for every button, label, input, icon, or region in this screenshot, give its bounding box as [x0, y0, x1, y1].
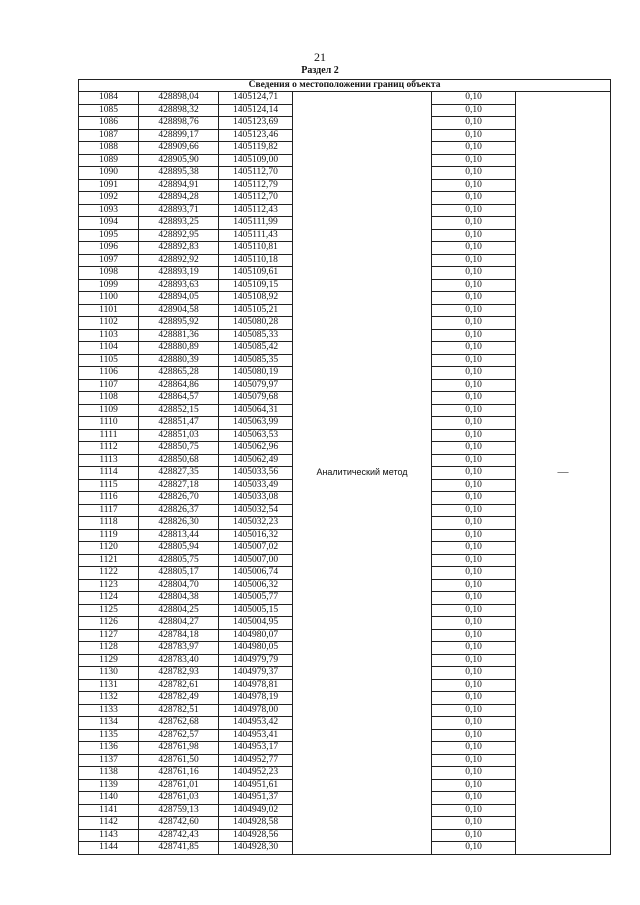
point-number: 1124 — [79, 592, 139, 605]
x-coordinate: 428742,43 — [139, 829, 219, 842]
y-coordinate: 1405005,77 — [219, 592, 293, 605]
x-coordinate: 428782,51 — [139, 704, 219, 717]
accuracy-value: 0,10 — [432, 179, 516, 192]
y-coordinate: 1405112,70 — [219, 167, 293, 180]
point-number: 1126 — [79, 617, 139, 630]
y-coordinate: 1405085,33 — [219, 329, 293, 342]
y-coordinate: 1405119,82 — [219, 142, 293, 155]
accuracy-value: 0,10 — [432, 492, 516, 505]
point-number: 1138 — [79, 767, 139, 780]
x-coordinate: 428864,57 — [139, 392, 219, 405]
point-number: 1119 — [79, 529, 139, 542]
x-coordinate: 428784,18 — [139, 629, 219, 642]
y-coordinate: 1405007,00 — [219, 554, 293, 567]
section-title: Раздел 2 — [301, 65, 339, 76]
y-coordinate: 1405062,49 — [219, 454, 293, 467]
accuracy-value: 0,10 — [432, 467, 516, 480]
x-coordinate: 428898,04 — [139, 92, 219, 105]
y-coordinate: 1404980,07 — [219, 629, 293, 642]
x-coordinate: 428880,89 — [139, 342, 219, 355]
point-number: 1088 — [79, 142, 139, 155]
y-coordinate: 1404978,19 — [219, 692, 293, 705]
point-number: 1100 — [79, 292, 139, 305]
accuracy-value: 0,10 — [432, 204, 516, 217]
point-number: 1121 — [79, 554, 139, 567]
y-coordinate: 1405063,53 — [219, 429, 293, 442]
x-coordinate: 428892,92 — [139, 254, 219, 267]
y-coordinate: 1404928,56 — [219, 829, 293, 842]
accuracy-value: 0,10 — [432, 129, 516, 142]
x-coordinate: 428782,93 — [139, 667, 219, 680]
accuracy-value: 0,10 — [432, 417, 516, 430]
y-coordinate: 1404928,30 — [219, 842, 293, 855]
point-number: 1125 — [79, 604, 139, 617]
point-number: 1101 — [79, 304, 139, 317]
x-coordinate: 428895,92 — [139, 317, 219, 330]
accuracy-value: 0,10 — [432, 729, 516, 742]
y-coordinate: 1404952,77 — [219, 754, 293, 767]
accuracy-value: 0,10 — [432, 354, 516, 367]
accuracy-value: 0,10 — [432, 392, 516, 405]
x-coordinate: 428893,19 — [139, 267, 219, 280]
page-number: 21 — [314, 50, 326, 64]
x-coordinate: 428804,27 — [139, 617, 219, 630]
accuracy-value: 0,10 — [432, 754, 516, 767]
y-coordinate: 1405062,96 — [219, 442, 293, 455]
x-coordinate: 428805,75 — [139, 554, 219, 567]
y-coordinate: 1405005,15 — [219, 604, 293, 617]
y-coordinate: 1405111,99 — [219, 217, 293, 230]
x-coordinate: 428893,63 — [139, 279, 219, 292]
point-number: 1109 — [79, 404, 139, 417]
y-coordinate: 1405110,81 — [219, 242, 293, 255]
x-coordinate: 428826,30 — [139, 517, 219, 530]
x-coordinate: 428827,18 — [139, 479, 219, 492]
y-coordinate: 1405006,74 — [219, 567, 293, 580]
x-coordinate: 428782,49 — [139, 692, 219, 705]
point-number: 1132 — [79, 692, 139, 705]
point-number: 1098 — [79, 267, 139, 280]
x-coordinate: 428850,68 — [139, 454, 219, 467]
x-coordinate: 428804,70 — [139, 579, 219, 592]
point-number: 1094 — [79, 217, 139, 230]
accuracy-value: 0,10 — [432, 442, 516, 455]
accuracy-value: 0,10 — [432, 242, 516, 255]
y-coordinate: 1405112,70 — [219, 192, 293, 205]
y-coordinate: 1405006,32 — [219, 579, 293, 592]
x-coordinate: 428864,86 — [139, 379, 219, 392]
x-coordinate: 428894,28 — [139, 192, 219, 205]
x-coordinate: 428761,98 — [139, 742, 219, 755]
accuracy-value: 0,10 — [432, 267, 516, 280]
accuracy-value: 0,10 — [432, 104, 516, 117]
point-number: 1107 — [79, 379, 139, 392]
y-coordinate: 1405124,71 — [219, 92, 293, 105]
point-number: 1120 — [79, 542, 139, 555]
x-coordinate: 428741,85 — [139, 842, 219, 855]
y-coordinate: 1405110,18 — [219, 254, 293, 267]
accuracy-value: 0,10 — [432, 667, 516, 680]
y-coordinate: 1405085,35 — [219, 354, 293, 367]
y-coordinate: 1405080,19 — [219, 367, 293, 380]
boundary-coordinates-table — [78, 79, 611, 855]
accuracy-value: 0,10 — [432, 404, 516, 417]
point-number: 1142 — [79, 817, 139, 830]
point-number: 1099 — [79, 279, 139, 292]
point-number: 1090 — [79, 167, 139, 180]
point-number: 1091 — [79, 179, 139, 192]
point-number: 1123 — [79, 579, 139, 592]
x-coordinate: 428893,71 — [139, 204, 219, 217]
point-number: 1097 — [79, 254, 139, 267]
accuracy-value: 0,10 — [432, 792, 516, 805]
accuracy-value: 0,10 — [432, 429, 516, 442]
table-header-row — [79, 80, 611, 92]
x-coordinate: 428851,47 — [139, 417, 219, 430]
point-number: 1144 — [79, 842, 139, 855]
accuracy-value: 0,10 — [432, 142, 516, 155]
x-coordinate: 428805,94 — [139, 542, 219, 555]
point-number: 1122 — [79, 567, 139, 580]
point-number: 1134 — [79, 717, 139, 730]
accuracy-value: 0,10 — [432, 379, 516, 392]
y-coordinate: 1404928,58 — [219, 817, 293, 830]
x-coordinate: 428894,91 — [139, 179, 219, 192]
accuracy-value: 0,10 — [432, 842, 516, 855]
y-coordinate: 1404953,17 — [219, 742, 293, 755]
accuracy-value: 0,10 — [432, 517, 516, 530]
accuracy-value: 0,10 — [432, 229, 516, 242]
y-coordinate: 1404952,23 — [219, 767, 293, 780]
y-coordinate: 1404953,41 — [219, 729, 293, 742]
y-coordinate: 1405079,68 — [219, 392, 293, 405]
y-coordinate: 1404979,37 — [219, 667, 293, 680]
point-number: 1140 — [79, 792, 139, 805]
accuracy-value: 0,10 — [432, 717, 516, 730]
x-coordinate: 428783,40 — [139, 654, 219, 667]
point-number: 1106 — [79, 367, 139, 380]
y-coordinate: 1404953,42 — [219, 717, 293, 730]
x-coordinate: 428865,28 — [139, 367, 219, 380]
y-coordinate: 1405063,99 — [219, 417, 293, 430]
accuracy-value: 0,10 — [432, 279, 516, 292]
point-number: 1135 — [79, 729, 139, 742]
point-number: 1089 — [79, 154, 139, 167]
x-coordinate: 428892,95 — [139, 229, 219, 242]
point-number: 1131 — [79, 679, 139, 692]
x-coordinate: 428880,39 — [139, 354, 219, 367]
y-coordinate: 1405123,46 — [219, 129, 293, 142]
accuracy-value: 0,10 — [432, 542, 516, 555]
y-coordinate: 1405032,54 — [219, 504, 293, 517]
y-coordinate: 1404951,61 — [219, 779, 293, 792]
empty-mark-cell: — — [516, 92, 611, 855]
point-number: 1114 — [79, 467, 139, 480]
accuracy-value: 0,10 — [432, 92, 516, 105]
accuracy-value: 0,10 — [432, 704, 516, 717]
x-coordinate: 428909,66 — [139, 142, 219, 155]
accuracy-value: 0,10 — [432, 692, 516, 705]
y-coordinate: 1404980,05 — [219, 642, 293, 655]
x-coordinate: 428783,97 — [139, 642, 219, 655]
accuracy-value: 0,10 — [432, 154, 516, 167]
y-coordinate: 1405033,56 — [219, 467, 293, 480]
x-coordinate: 428895,38 — [139, 167, 219, 180]
y-coordinate: 1404979,79 — [219, 654, 293, 667]
point-number: 1093 — [79, 204, 139, 217]
x-coordinate: 428905,90 — [139, 154, 219, 167]
accuracy-value: 0,10 — [432, 167, 516, 180]
point-number: 1139 — [79, 779, 139, 792]
y-coordinate: 1405109,15 — [219, 279, 293, 292]
point-number: 1111 — [79, 429, 139, 442]
accuracy-value: 0,10 — [432, 504, 516, 517]
point-number: 1113 — [79, 454, 139, 467]
x-coordinate: 428826,37 — [139, 504, 219, 517]
accuracy-value: 0,10 — [432, 317, 516, 330]
point-number: 1096 — [79, 242, 139, 255]
accuracy-value: 0,10 — [432, 829, 516, 842]
accuracy-value: 0,10 — [432, 579, 516, 592]
accuracy-value: 0,10 — [432, 742, 516, 755]
x-coordinate: 428761,50 — [139, 754, 219, 767]
accuracy-value: 0,10 — [432, 117, 516, 130]
accuracy-value: 0,10 — [432, 254, 516, 267]
y-coordinate: 1405064,31 — [219, 404, 293, 417]
point-number: 1137 — [79, 754, 139, 767]
accuracy-value: 0,10 — [432, 217, 516, 230]
point-number: 1143 — [79, 829, 139, 842]
y-coordinate: 1405007,02 — [219, 542, 293, 555]
point-number: 1087 — [79, 129, 139, 142]
y-coordinate: 1405123,69 — [219, 117, 293, 130]
accuracy-value: 0,10 — [432, 367, 516, 380]
y-coordinate: 1404951,37 — [219, 792, 293, 805]
point-number: 1127 — [79, 629, 139, 642]
x-coordinate: 428852,15 — [139, 404, 219, 417]
y-coordinate: 1405079,97 — [219, 379, 293, 392]
x-coordinate: 428894,05 — [139, 292, 219, 305]
accuracy-value: 0,10 — [432, 592, 516, 605]
point-number: 1092 — [79, 192, 139, 205]
x-coordinate: 428898,76 — [139, 117, 219, 130]
y-coordinate: 1405032,23 — [219, 517, 293, 530]
x-coordinate: 428893,25 — [139, 217, 219, 230]
accuracy-value: 0,10 — [432, 554, 516, 567]
method-cell: Аналитический метод — [293, 92, 432, 855]
accuracy-value: 0,10 — [432, 292, 516, 305]
x-coordinate: 428898,32 — [139, 104, 219, 117]
accuracy-value: 0,10 — [432, 629, 516, 642]
y-coordinate: 1405112,79 — [219, 179, 293, 192]
y-coordinate: 1405080,28 — [219, 317, 293, 330]
accuracy-value: 0,10 — [432, 192, 516, 205]
accuracy-value: 0,10 — [432, 779, 516, 792]
accuracy-value: 0,10 — [432, 642, 516, 655]
y-coordinate: 1405124,14 — [219, 104, 293, 117]
x-coordinate: 428813,44 — [139, 529, 219, 542]
y-coordinate: 1405109,61 — [219, 267, 293, 280]
point-number: 1085 — [79, 104, 139, 117]
accuracy-value: 0,10 — [432, 604, 516, 617]
point-number: 1108 — [79, 392, 139, 405]
accuracy-value: 0,10 — [432, 617, 516, 630]
x-coordinate: 428761,01 — [139, 779, 219, 792]
x-coordinate: 428805,17 — [139, 567, 219, 580]
y-coordinate: 1405109,00 — [219, 154, 293, 167]
x-coordinate: 428850,75 — [139, 442, 219, 455]
table-row — [79, 92, 611, 105]
point-number: 1118 — [79, 517, 139, 530]
x-coordinate: 428762,68 — [139, 717, 219, 730]
x-coordinate: 428759,13 — [139, 804, 219, 817]
x-coordinate: 428782,61 — [139, 679, 219, 692]
point-number: 1130 — [79, 667, 139, 680]
point-number: 1110 — [79, 417, 139, 430]
x-coordinate: 428804,38 — [139, 592, 219, 605]
y-coordinate: 1404949,02 — [219, 804, 293, 817]
point-number: 1105 — [79, 354, 139, 367]
table-header: Сведения о местоположении границ объекта — [79, 80, 611, 92]
x-coordinate: 428804,25 — [139, 604, 219, 617]
point-number: 1112 — [79, 442, 139, 455]
point-number: 1136 — [79, 742, 139, 755]
y-coordinate: 1405004,95 — [219, 617, 293, 630]
x-coordinate: 428826,70 — [139, 492, 219, 505]
point-number: 1115 — [79, 479, 139, 492]
x-coordinate: 428742,60 — [139, 817, 219, 830]
point-number: 1086 — [79, 117, 139, 130]
x-coordinate: 428762,57 — [139, 729, 219, 742]
y-coordinate: 1405112,43 — [219, 204, 293, 217]
accuracy-value: 0,10 — [432, 567, 516, 580]
accuracy-value: 0,10 — [432, 654, 516, 667]
x-coordinate: 428892,83 — [139, 242, 219, 255]
accuracy-value: 0,10 — [432, 479, 516, 492]
point-number: 1103 — [79, 329, 139, 342]
y-coordinate: 1405085,42 — [219, 342, 293, 355]
y-coordinate: 1405016,32 — [219, 529, 293, 542]
x-coordinate: 428851,03 — [139, 429, 219, 442]
accuracy-value: 0,10 — [432, 767, 516, 780]
y-coordinate: 1405033,49 — [219, 479, 293, 492]
y-coordinate: 1405111,43 — [219, 229, 293, 242]
x-coordinate: 428904,58 — [139, 304, 219, 317]
x-coordinate: 428761,03 — [139, 792, 219, 805]
point-number: 1102 — [79, 317, 139, 330]
x-coordinate: 428761,16 — [139, 767, 219, 780]
point-number: 1104 — [79, 342, 139, 355]
y-coordinate: 1405108,92 — [219, 292, 293, 305]
point-number: 1117 — [79, 504, 139, 517]
accuracy-value: 0,10 — [432, 529, 516, 542]
point-number: 1084 — [79, 92, 139, 105]
point-number: 1141 — [79, 804, 139, 817]
accuracy-value: 0,10 — [432, 804, 516, 817]
y-coordinate: 1404978,00 — [219, 704, 293, 717]
accuracy-value: 0,10 — [432, 304, 516, 317]
point-number: 1095 — [79, 229, 139, 242]
accuracy-value: 0,10 — [432, 329, 516, 342]
point-number: 1129 — [79, 654, 139, 667]
accuracy-value: 0,10 — [432, 342, 516, 355]
x-coordinate: 428827,35 — [139, 467, 219, 480]
y-coordinate: 1405033,08 — [219, 492, 293, 505]
point-number: 1116 — [79, 492, 139, 505]
accuracy-value: 0,10 — [432, 817, 516, 830]
y-coordinate: 1404978,81 — [219, 679, 293, 692]
accuracy-value: 0,10 — [432, 454, 516, 467]
x-coordinate: 428881,36 — [139, 329, 219, 342]
accuracy-value: 0,10 — [432, 679, 516, 692]
x-coordinate: 428899,17 — [139, 129, 219, 142]
point-number: 1133 — [79, 704, 139, 717]
y-coordinate: 1405105,21 — [219, 304, 293, 317]
point-number: 1128 — [79, 642, 139, 655]
